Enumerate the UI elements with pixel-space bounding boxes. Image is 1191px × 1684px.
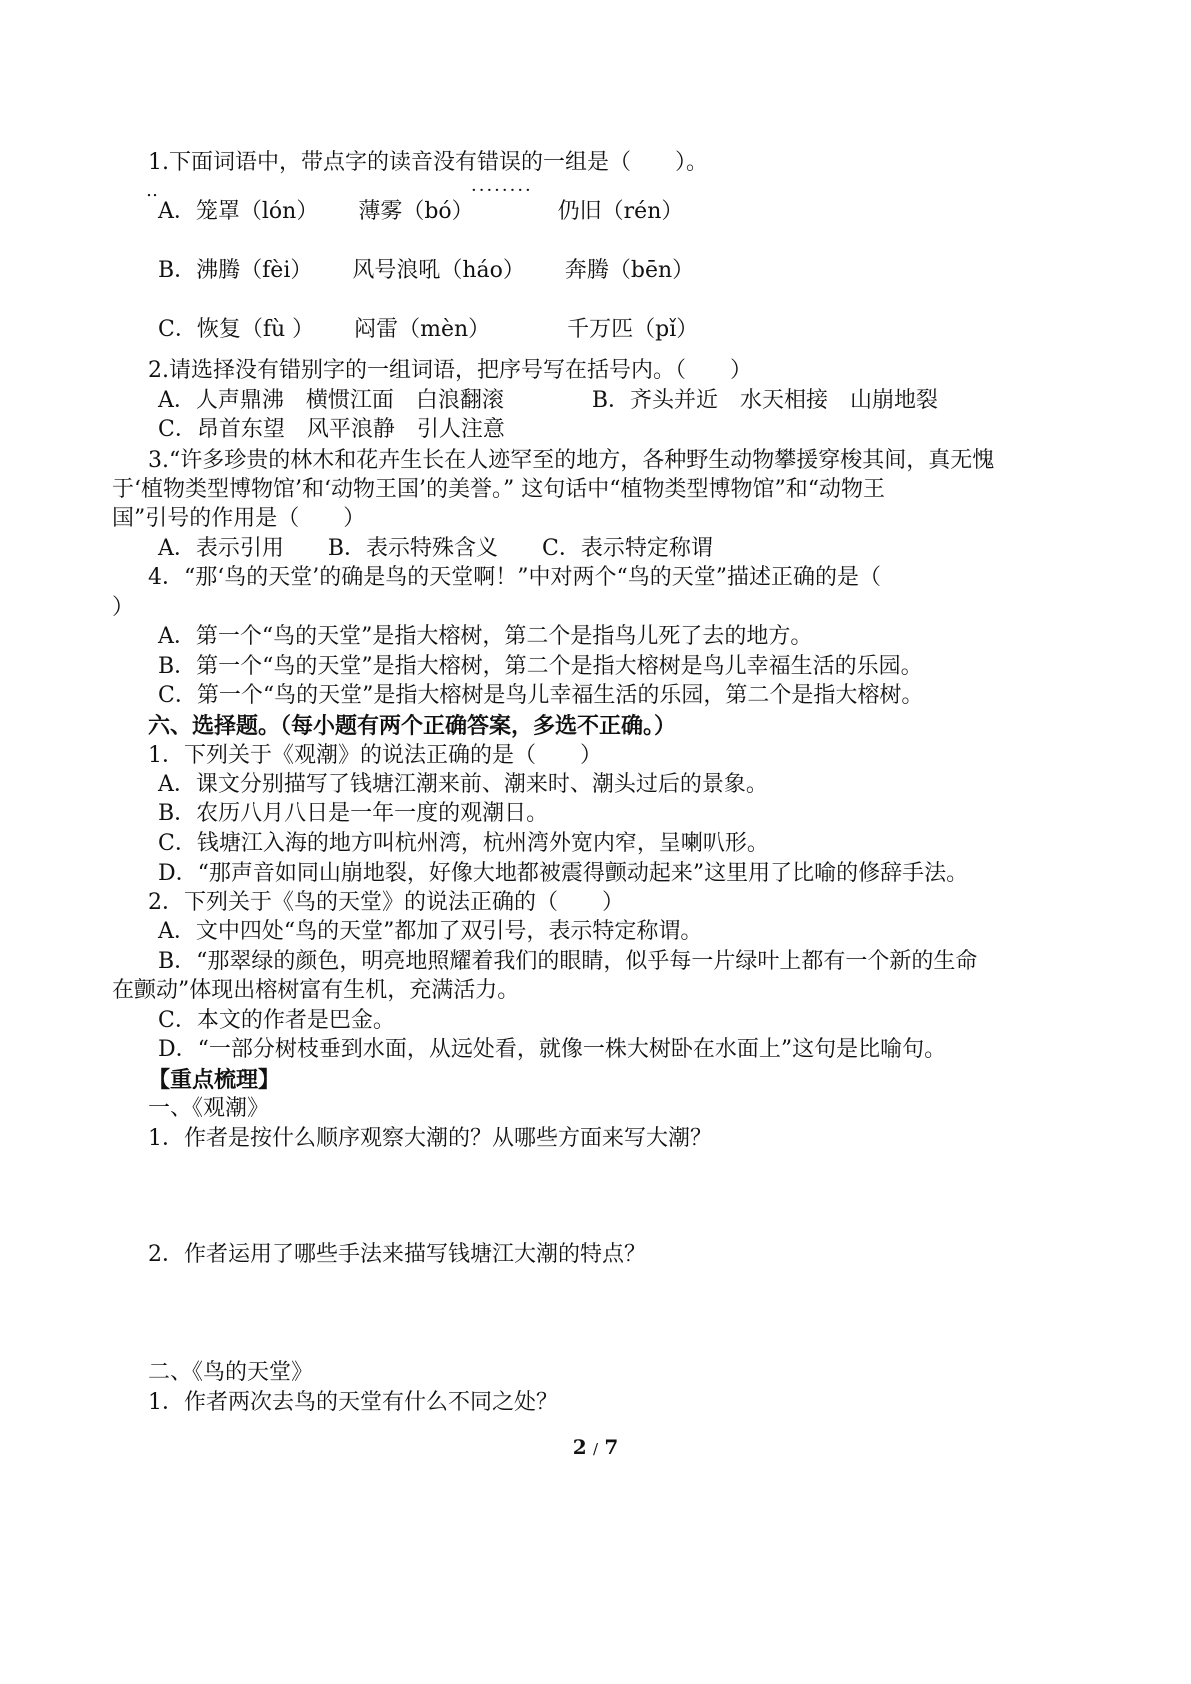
section6-heading: 六、选择题。（每小题有两个正确答案，多选不正确。） xyxy=(148,713,677,739)
q1-option-c: C．恢复（fù ） 闷雷（mèn） 千万匹（pǐ） xyxy=(158,317,699,342)
emphasis-dots-a: ‥ xyxy=(146,180,161,201)
page-number xyxy=(0,1434,1191,1462)
q1-stem: 1.下面词语中，带点字的读音没有错误的一组是（ ）。 xyxy=(148,150,708,175)
page-current: 2 xyxy=(572,1435,587,1459)
q2-options-row2: C．昂首东望 风平浪静 引人注意 xyxy=(158,417,505,442)
review-part1-q2: 2．作者运用了哪些手法来描写钱塘江大潮的特点？ xyxy=(148,1242,646,1267)
q4-option-a: A．第一个“鸟的天堂”是指大榕树，第二个是指鸟儿死了去的地方。 xyxy=(158,624,813,649)
review-heading: 【重点梳理】 xyxy=(148,1067,281,1093)
s6-q2-option-b-line1: B．“那翠绿的颜色，明亮地照耀着我们的眼睛，似乎每一片绿叶上都有一个新的生命 xyxy=(158,949,978,974)
q4-line2: ） xyxy=(112,595,135,620)
review-part1-title: 一、《观潮》 xyxy=(148,1096,270,1121)
page-separator: / xyxy=(592,1440,599,1458)
q4-line1: 4．“那‘鸟的天堂’的确是鸟的天堂啊！”中对两个“鸟的天堂”描述正确的是（ xyxy=(148,565,881,590)
q3-line2: 于‘植物类型博物馆’和‘动物王国’的美誉。” 这句话中“植物类型博物馆”和“动物王 xyxy=(112,477,885,502)
s6-q2-option-b-line2: 在颤动”体现出榕树富有生机，充满活力。 xyxy=(112,978,520,1003)
q3-options: A．表示引用 B．表示特殊含义 C．表示特定称谓 xyxy=(158,536,713,561)
s6-q2-option-d: D．“一部分树枝垂到水面，从远处看，就像一株大树卧在水面上”这句是比喻句。 xyxy=(158,1037,947,1062)
q1-option-b: B．沸腾（fèi） 风号浪吼（háo） 奔腾（bēn） xyxy=(158,258,695,283)
s6-q2-option-a: A．文中四处“鸟的天堂”都加了双引号，表示特定称谓。 xyxy=(158,919,703,944)
s6-q1-option-a: A．课文分别描写了钱塘江潮来前、潮来时、潮头过后的景象。 xyxy=(158,772,768,797)
q3-line1: 3.“许多珍贵的林木和花卉生长在人迹罕至的地方，各种野生动物攀援穿梭其间，真无愧 xyxy=(148,448,995,473)
emphasis-dots-b: ········ xyxy=(471,180,533,201)
s6-q1-option-b: B．农历八月八日是一年一度的观潮日。 xyxy=(158,801,549,826)
q3-line3: 国”引号的作用是（ ） xyxy=(112,506,366,531)
s6-q1-option-c: C．钱塘江入海的地方叫杭州湾，杭州湾外宽内窄，呈喇叭形。 xyxy=(158,831,769,856)
s6-q2-stem: 2．下列关于《鸟的天堂》的说法正确的（ ） xyxy=(148,890,624,915)
q1-option-a: A．笼罩（lón） 薄雾（bó） 仍旧（rén） xyxy=(158,199,684,224)
q4-option-c: C．第一个“鸟的天堂”是指大榕树是鸟儿幸福生活的乐园，第二个是指大榕树。 xyxy=(158,683,924,708)
page-total: 7 xyxy=(604,1435,619,1459)
review-part2-q1: 1．作者两次去鸟的天堂有什么不同之处？ xyxy=(148,1390,558,1415)
q2-options-row1: A．人声鼎沸 横惯江面 白浪翻滚 B．齐头并近 水天相接 山崩地裂 xyxy=(158,388,939,413)
review-part2-title: 二、《鸟的天堂》 xyxy=(148,1360,314,1385)
q4-option-b: B．第一个“鸟的天堂”是指大榕树，第二个是指大榕树是鸟儿幸福生活的乐园。 xyxy=(158,654,923,679)
s6-q2-option-c: C．本文的作者是巴金。 xyxy=(158,1008,395,1033)
s6-q1-option-d: D．“那声音如同山崩地裂，好像大地都被震得颤动起来”这里用了比喻的修辞手法。 xyxy=(158,861,969,886)
q2-stem: 2.请选择没有错别字的一组词语，把序号写在括号内。（ ） xyxy=(148,358,752,383)
s6-q1-stem: 1．下列关于《观潮》的说法正确的是（ ） xyxy=(148,743,602,768)
review-part1-q1: 1．作者是按什么顺序观察大潮的？从哪些方面来写大潮？ xyxy=(148,1126,712,1151)
